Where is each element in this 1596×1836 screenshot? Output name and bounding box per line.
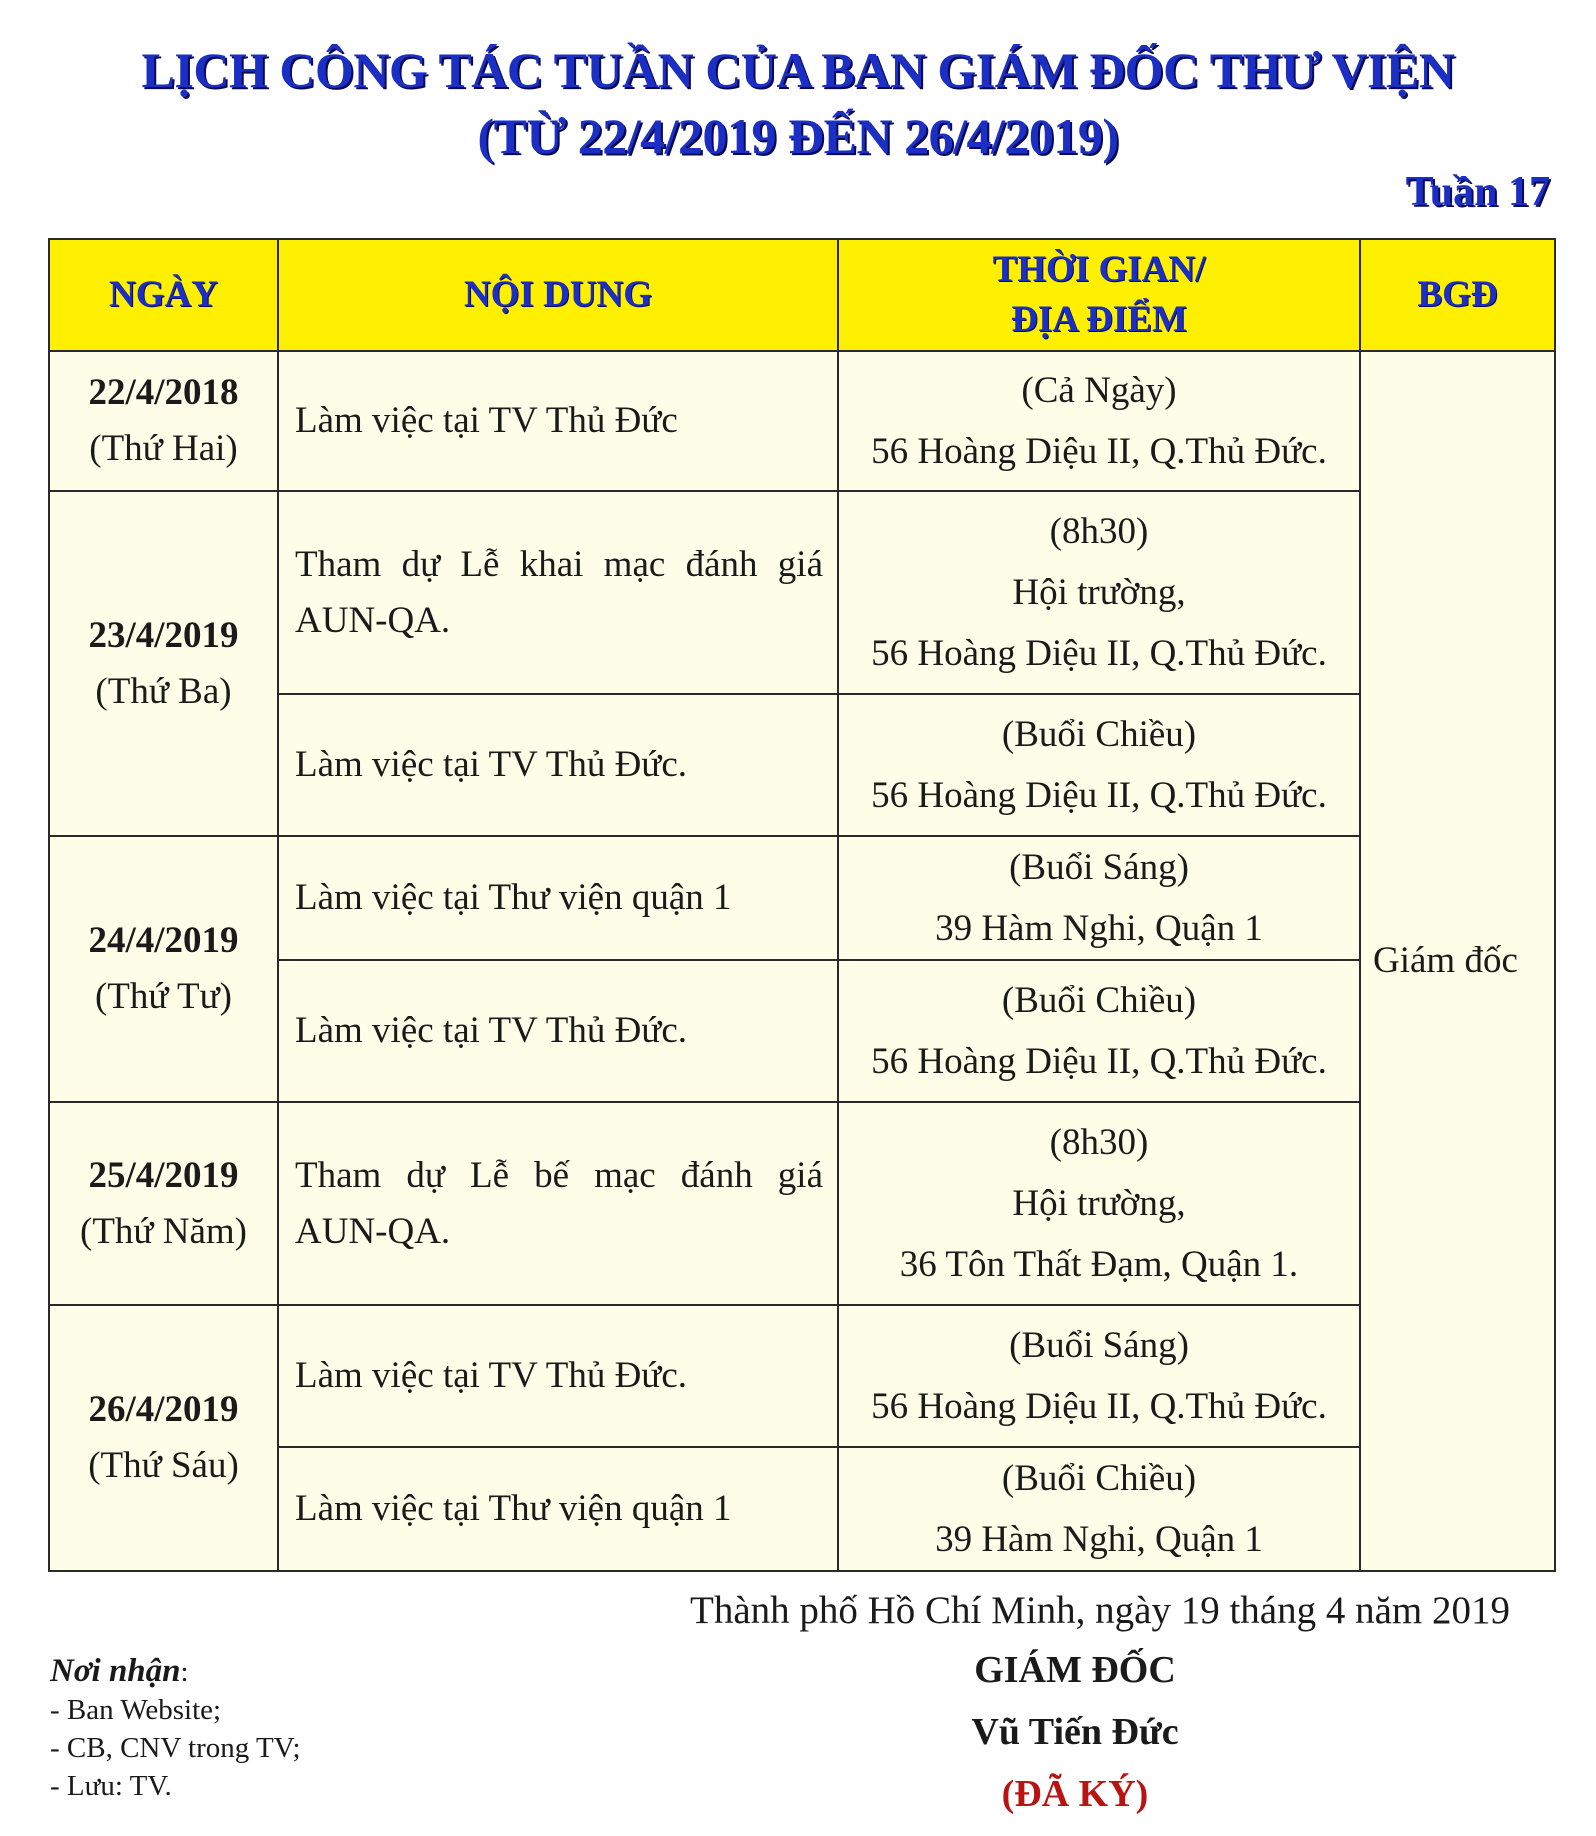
time-place-cell [838, 960, 1360, 1102]
day-weekday: (Thứ Sáu) [88, 1445, 239, 1486]
day-weekday: (Thứ Tư) [94, 976, 233, 1017]
content-cell: Làm việc tại TV Thủ Đức. [278, 694, 838, 836]
column-header-bgd: BGĐ [1360, 239, 1555, 351]
column-header-day: NGÀY [49, 239, 278, 351]
table-row [49, 1102, 1555, 1305]
content-cell: Làm việc tại TV Thủ Đức. [278, 1305, 838, 1447]
column-header-time-place [838, 239, 1360, 351]
place-text: 56 Hoàng Diệu II, Q.Thủ Đức. [871, 775, 1327, 816]
table-row [49, 1305, 1555, 1447]
time-text: (Buổi Chiều) [1001, 980, 1197, 1021]
column-header-place: ĐỊA ĐIỂM [1011, 299, 1187, 340]
place-text: Hội trường, [1012, 572, 1186, 613]
time-place-cell [838, 491, 1360, 694]
day-cell [49, 491, 278, 836]
place-text: 56 Hoàng Diệu II, Q.Thủ Đức. [871, 431, 1327, 472]
column-header-time: THỜI GIAN/ [992, 249, 1206, 290]
table-row [49, 836, 1555, 960]
time-text: (Cả Ngày) [1021, 370, 1177, 411]
time-text: (Buổi Sáng) [1009, 847, 1189, 888]
place-text: 36 Tôn Thất Đạm, Quận 1. [899, 1244, 1299, 1285]
signer-role: GIÁM ĐỐC [974, 1649, 1176, 1691]
day-cell [49, 1102, 278, 1305]
time-place-cell [838, 351, 1360, 491]
time-text: (8h30) [1049, 1122, 1149, 1163]
day-weekday: (Thứ Năm) [80, 1210, 247, 1252]
day-weekday: (Thứ Ba) [95, 670, 232, 712]
document-date-range: (TỪ 22/4/2019 ĐẾN 26/4/2019) [477, 108, 1119, 164]
place-text: 39 Hàm Nghi, Quận 1 [935, 908, 1263, 949]
day-date: 22/4/2018 [88, 372, 239, 413]
recipient-item: - Lưu: TV. [50, 1770, 172, 1802]
time-text: (Buổi Chiều) [1001, 1458, 1197, 1499]
day-cell [49, 351, 278, 491]
time-place-cell [838, 836, 1360, 960]
time-place-cell [838, 1102, 1360, 1305]
city-date-line: Thành phố Hồ Chí Minh, ngày 19 tháng 4 năm 2019 [690, 1589, 1511, 1632]
time-text: (Buổi Sáng) [1009, 1325, 1189, 1366]
time-text: (Buổi Chiều) [1001, 714, 1197, 755]
day-date: 26/4/2019 [88, 1389, 239, 1430]
table-row [49, 491, 1555, 694]
place-text: Hội trường, [1012, 1183, 1186, 1224]
time-place-cell [838, 1305, 1360, 1447]
recipients-colon: : [180, 1656, 189, 1688]
signed-stamp-text: (ĐÃ KÝ) [1001, 1773, 1149, 1815]
recipient-item: - Ban Website; [50, 1694, 222, 1726]
week-label: Tuần 17 [1405, 169, 1550, 215]
place-text: 56 Hoàng Diệu II, Q.Thủ Đức. [871, 1041, 1327, 1082]
time-place-cell [838, 1447, 1360, 1571]
content-cell: Làm việc tại Thư viện quận 1 [278, 836, 838, 960]
bgd-cell: Giám đốc [1360, 351, 1555, 1571]
content-cell: Làm việc tại Thư viện quận 1 [278, 1447, 838, 1571]
content-cell: Làm việc tại TV Thủ Đức [278, 351, 838, 491]
time-text: (8h30) [1049, 511, 1149, 552]
place-text: 39 Hàm Nghi, Quận 1 [935, 1519, 1263, 1560]
day-date: 24/4/2019 [88, 920, 239, 961]
content-cell: Làm việc tại TV Thủ Đức. [278, 960, 838, 1102]
recipients-block [50, 1652, 301, 1805]
day-cell [49, 836, 278, 1102]
day-date: 25/4/2019 [88, 1154, 239, 1196]
time-place-cell [838, 694, 1360, 836]
recipient-item: - CB, CNV trong TV; [50, 1732, 301, 1764]
schedule-table [48, 238, 1556, 1572]
column-header-content: NỘI DUNG [278, 239, 838, 351]
content-cell: Tham dự Lễ khai mạc đánh giá AUN-QA. [278, 491, 838, 694]
content-cell: Tham dự Lễ bế mạc đánh giá AUN-QA. [278, 1102, 838, 1305]
table-row [49, 351, 1555, 491]
place-text: 56 Hoàng Diệu II, Q.Thủ Đức. [871, 1386, 1327, 1427]
day-weekday: (Thứ Hai) [89, 428, 238, 469]
recipients-title: Nơi nhận [50, 1653, 181, 1689]
signer-name: Vũ Tiến Đức [971, 1711, 1179, 1753]
table-header-row [49, 239, 1555, 351]
place-text: 56 Hoàng Diệu II, Q.Thủ Đức. [871, 633, 1327, 674]
day-cell [49, 1305, 278, 1571]
document-title: LỊCH CÔNG TÁC TUẦN CỦA BAN GIÁM ĐỐC THƯ VIỆN [141, 42, 1455, 98]
day-date: 23/4/2019 [88, 614, 239, 656]
